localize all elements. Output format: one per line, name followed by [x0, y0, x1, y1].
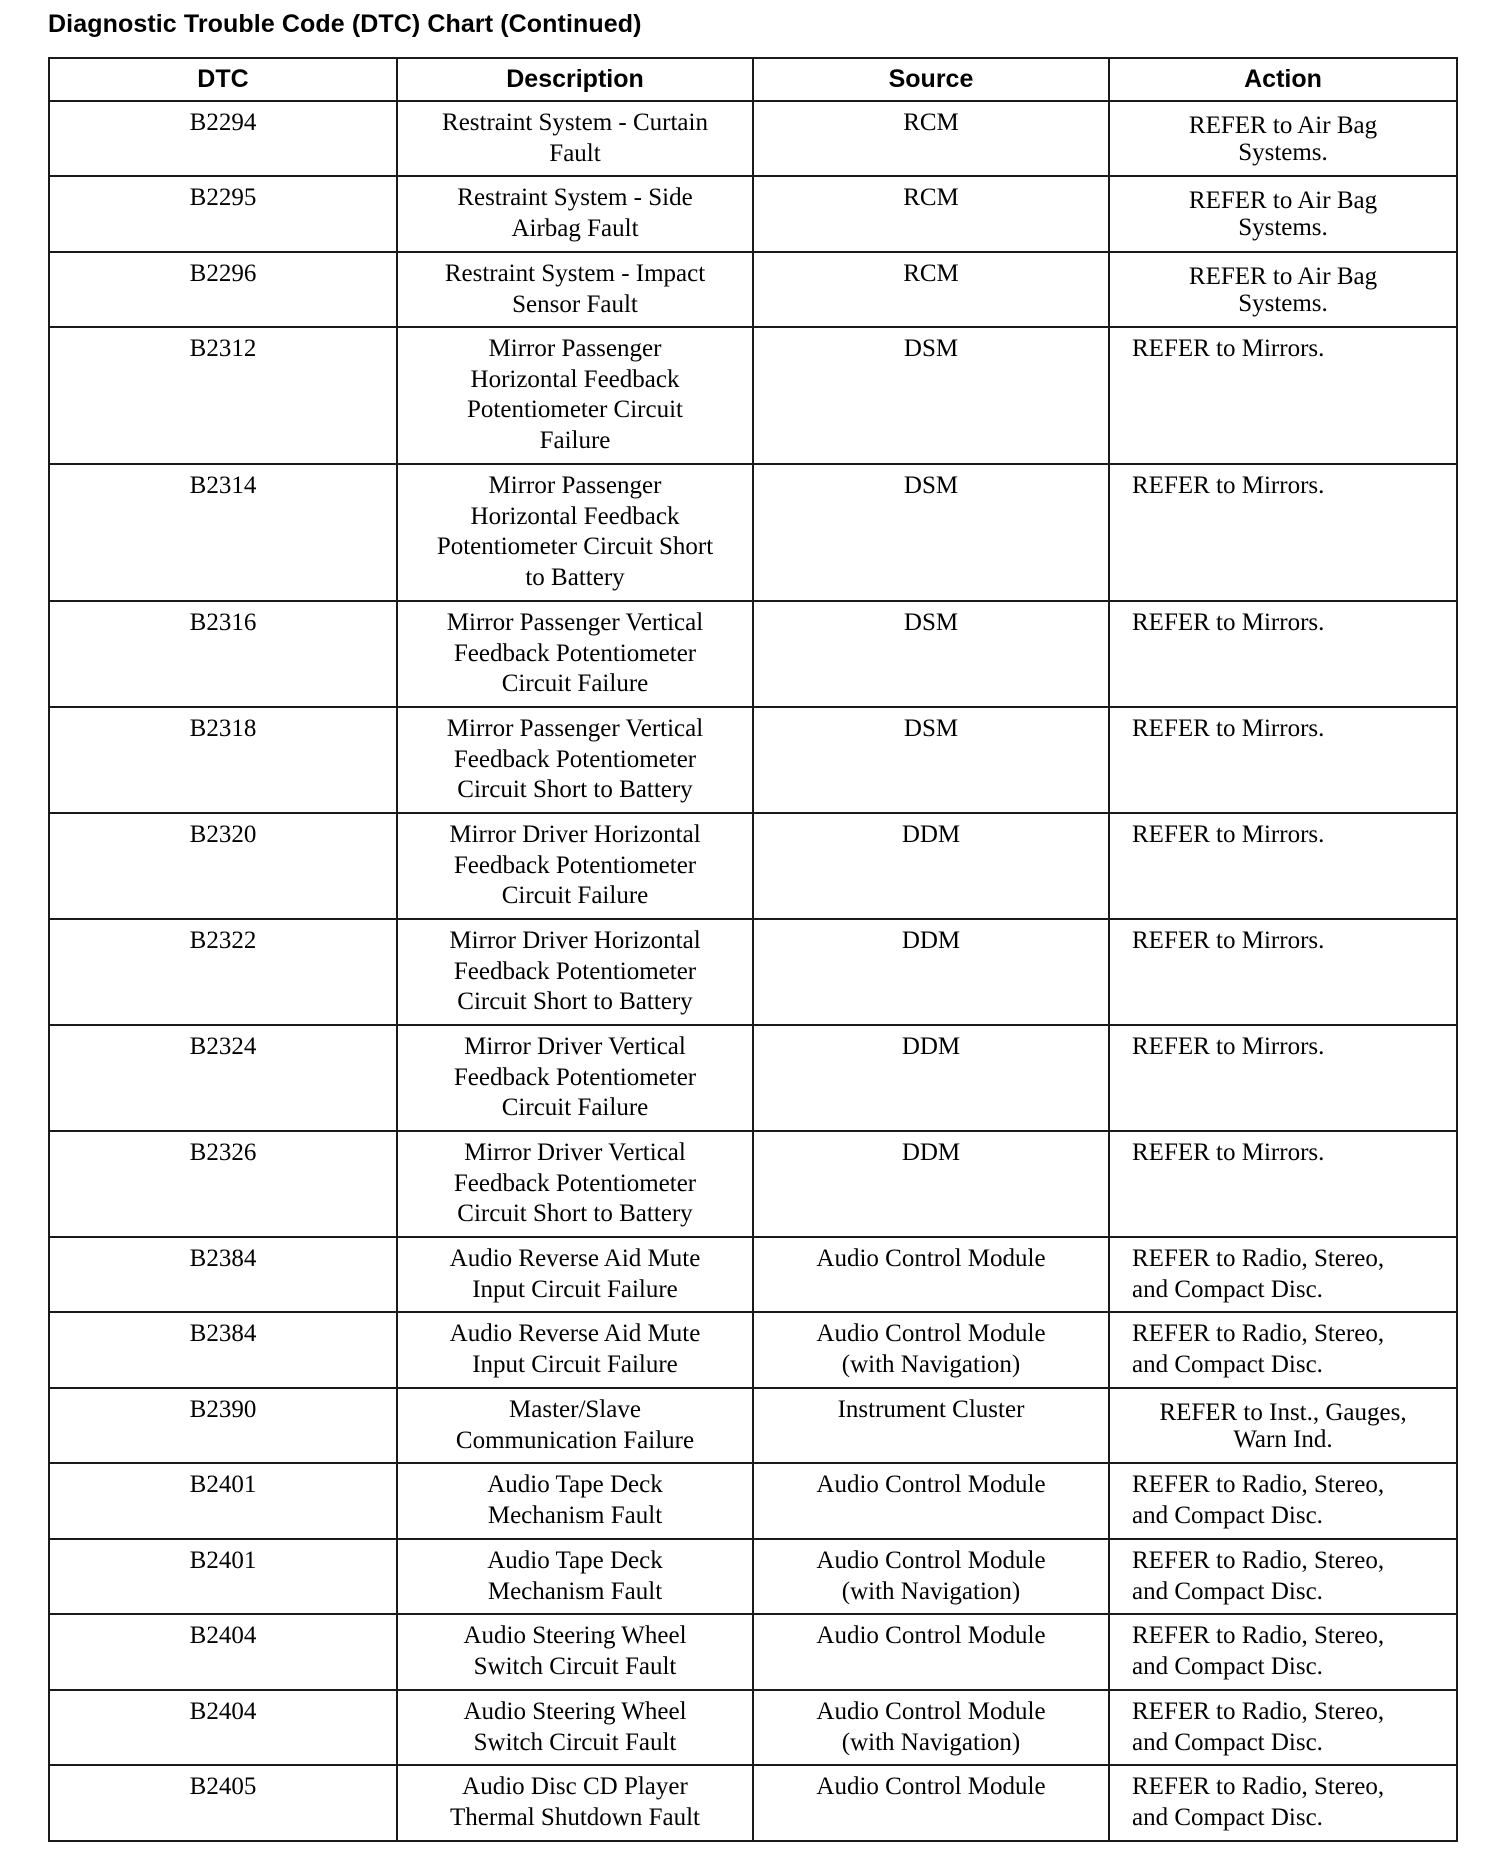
column-header-description: Description [397, 58, 753, 101]
action-cell [1109, 176, 1457, 252]
description-cell [397, 1463, 753, 1539]
table-row [49, 1690, 1457, 1765]
description-cell-line: Restraint System - Curtain [442, 109, 708, 136]
table-row [49, 1312, 1457, 1388]
description-cell-line: Feedback Potentiometer [453, 639, 697, 667]
description-cell [397, 101, 753, 176]
description-cell-line: Input Circuit Failure [472, 1350, 678, 1378]
action-cell [1109, 101, 1457, 176]
source-cell-line: DDM [901, 1033, 961, 1060]
description-cell-line: Feedback Potentiometer [453, 851, 697, 879]
table-row [49, 1539, 1457, 1614]
action-cell-line: Warn Ind. [1233, 1426, 1333, 1453]
action-cell-line: REFER to Mirrors. [1132, 1139, 1325, 1166]
description-cell [397, 464, 753, 601]
table-row [49, 1131, 1457, 1237]
dtc-code-cell: B2314 [49, 464, 397, 601]
action-cell-line: REFER to Mirrors. [1132, 335, 1325, 362]
dtc-code-cell: B2401 [49, 1539, 397, 1614]
dtc-code-cell: B2295 [49, 176, 397, 252]
dtc-code-cell: B2316 [49, 601, 397, 707]
source-cell-line: Audio Control Module [816, 1547, 1046, 1574]
source-cell [753, 919, 1109, 1025]
description-cell-line: Audio Reverse Aid Mute [449, 1245, 701, 1272]
dtc-code-cell: B2405 [49, 1765, 397, 1841]
description-cell [397, 1388, 753, 1463]
description-cell-line: Mirror Driver Vertical [464, 1139, 686, 1166]
action-cell-line: REFER to Radio, Stereo, [1132, 1245, 1385, 1272]
description-cell [397, 601, 753, 707]
description-cell-line: Switch Circuit Fault [473, 1652, 677, 1680]
action-cell-line: Systems. [1238, 214, 1328, 241]
description-cell-line: Feedback Potentiometer [453, 1063, 697, 1091]
table-row [49, 176, 1457, 252]
action-cell-line: REFER to Mirrors. [1132, 472, 1325, 499]
table-row [49, 464, 1457, 601]
description-cell-line: Mirror Driver Horizontal [449, 927, 701, 954]
table-header [49, 58, 1457, 101]
table-row [49, 1237, 1457, 1312]
dtc-code-cell: B2326 [49, 1131, 397, 1237]
description-cell-line: Mechanism Fault [487, 1577, 663, 1605]
action-cell [1109, 1388, 1457, 1463]
action-cell-line: REFER to Radio, Stereo, [1132, 1547, 1385, 1574]
source-cell [753, 1614, 1109, 1690]
action-cell-line: REFER to Inst., Gauges, [1159, 1399, 1407, 1426]
description-cell [397, 1765, 753, 1841]
column-header-source: Source [753, 58, 1109, 101]
description-cell-line: Restraint System - Side [457, 184, 693, 211]
action-cell [1109, 707, 1457, 813]
action-cell [1109, 1312, 1457, 1388]
dtc-code-cell: B2401 [49, 1463, 397, 1539]
description-cell-line: Mirror Passenger Vertical [446, 715, 704, 742]
description-cell-line: Restraint System - Impact [444, 260, 706, 287]
source-cell-line: (with Navigation) [841, 1728, 1021, 1756]
action-cell [1109, 919, 1457, 1025]
column-header-dtc: DTC [49, 58, 397, 101]
description-cell-line: Thermal Shutdown Fault [450, 1803, 700, 1831]
description-cell [397, 327, 753, 464]
action-cell-line: REFER to Air Bag [1188, 263, 1378, 290]
description-cell-line: Feedback Potentiometer [453, 1169, 697, 1197]
dtc-code-cell: B2312 [49, 327, 397, 464]
source-cell [753, 1025, 1109, 1131]
table-body [49, 101, 1457, 1841]
dtc-code-cell: B2404 [49, 1614, 397, 1690]
action-cell [1109, 464, 1457, 601]
description-cell-line: Communication Failure [455, 1426, 695, 1454]
source-cell-line: Audio Control Module [816, 1698, 1046, 1725]
description-cell [397, 252, 753, 327]
table-row [49, 919, 1457, 1025]
description-cell-line: Circuit Failure [501, 1094, 649, 1121]
description-cell [397, 1025, 753, 1131]
source-cell-line: Audio Control Module [816, 1773, 1046, 1800]
action-cell-line: and Compact Disc. [1132, 1350, 1323, 1378]
dtc-code-cell: B2384 [49, 1237, 397, 1312]
dtc-code-cell: B2294 [49, 101, 397, 176]
source-cell [753, 1312, 1109, 1388]
description-cell-line: Audio Reverse Aid Mute [449, 1320, 701, 1347]
table-row [49, 1765, 1457, 1841]
header-row [49, 58, 1457, 101]
description-cell-line: Mirror Passenger [488, 335, 662, 362]
table-row [49, 1388, 1457, 1463]
table-row [49, 707, 1457, 813]
source-cell-line: DDM [901, 821, 961, 848]
description-cell-line: to Battery [525, 563, 625, 591]
action-cell [1109, 1463, 1457, 1539]
source-cell [753, 1388, 1109, 1463]
source-cell [753, 101, 1109, 176]
description-cell-line: Airbag Fault [511, 214, 639, 242]
dtc-code-cell: B2318 [49, 707, 397, 813]
description-cell-line: Mechanism Fault [487, 1501, 663, 1529]
action-cell [1109, 252, 1457, 327]
description-cell [397, 1690, 753, 1765]
description-cell-line: Mirror Driver Vertical [464, 1033, 686, 1060]
table-row [49, 1614, 1457, 1690]
action-cell [1109, 1765, 1457, 1841]
description-cell [397, 813, 753, 919]
action-cell-line: REFER to Mirrors. [1132, 821, 1325, 848]
description-cell-line: Fault [549, 139, 601, 167]
description-cell-line: Audio Steering Wheel [463, 1698, 687, 1725]
description-cell-line: Circuit Short to Battery [457, 988, 693, 1015]
description-cell-line: Circuit Failure [501, 882, 649, 909]
description-cell-line: Audio Steering Wheel [463, 1622, 687, 1649]
column-header-action: Action [1109, 58, 1457, 101]
action-cell-line: REFER to Radio, Stereo, [1132, 1471, 1385, 1498]
action-cell-line: REFER to Mirrors. [1132, 927, 1325, 954]
source-cell-line: RCM [903, 109, 959, 136]
description-cell [397, 176, 753, 252]
table-row [49, 601, 1457, 707]
source-cell [753, 252, 1109, 327]
dtc-code-cell: B2322 [49, 919, 397, 1025]
description-cell-line: Failure [539, 426, 611, 454]
source-cell [753, 1463, 1109, 1539]
description-cell [397, 707, 753, 813]
description-cell-line: Horizontal Feedback [470, 502, 680, 530]
table-row [49, 327, 1457, 464]
action-cell-line: REFER to Air Bag [1188, 187, 1378, 214]
description-cell [397, 1614, 753, 1690]
source-cell [753, 707, 1109, 813]
action-cell [1109, 1614, 1457, 1690]
action-cell-line: REFER to Radio, Stereo, [1132, 1320, 1385, 1347]
action-cell [1109, 327, 1457, 464]
action-cell [1109, 1237, 1457, 1312]
description-cell-line: Mirror Driver Horizontal [449, 821, 701, 848]
action-cell-line: REFER to Radio, Stereo, [1132, 1622, 1385, 1649]
source-cell [753, 327, 1109, 464]
description-cell-line: Horizontal Feedback [470, 365, 680, 393]
description-cell-line: Feedback Potentiometer [453, 957, 697, 985]
source-cell [753, 1539, 1109, 1614]
action-cell-line: Systems. [1238, 290, 1328, 317]
description-cell [397, 1312, 753, 1388]
table-row [49, 101, 1457, 176]
description-cell-line: Circuit Failure [501, 670, 649, 697]
source-cell [753, 1237, 1109, 1312]
source-cell-line: Instrument Cluster [837, 1396, 1025, 1423]
description-cell-line: Audio Disc CD Player [462, 1773, 688, 1800]
action-cell-line: REFER to Mirrors. [1132, 715, 1325, 742]
source-cell-line: RCM [903, 184, 959, 211]
action-cell-line: REFER to Radio, Stereo, [1132, 1773, 1385, 1800]
source-cell-line: Audio Control Module [816, 1471, 1046, 1498]
dtc-chart-table [48, 57, 1458, 1842]
action-cell-line: and Compact Disc. [1132, 1728, 1323, 1756]
action-cell-line: REFER to Radio, Stereo, [1132, 1698, 1385, 1725]
description-cell-line: Circuit Short to Battery [457, 1200, 693, 1227]
description-cell [397, 919, 753, 1025]
action-cell-line: REFER to Mirrors. [1132, 609, 1325, 636]
table-row [49, 1025, 1457, 1131]
description-cell-line: Input Circuit Failure [472, 1275, 678, 1303]
source-cell [753, 1131, 1109, 1237]
source-cell-line: Audio Control Module [816, 1320, 1046, 1347]
description-cell-line: Mirror Passenger Vertical [446, 609, 704, 636]
action-cell-line: and Compact Disc. [1132, 1803, 1323, 1831]
source-cell-line: RCM [903, 260, 959, 287]
action-cell [1109, 601, 1457, 707]
action-cell-line: REFER to Mirrors. [1132, 1033, 1325, 1060]
description-cell-line: Audio Tape Deck [487, 1547, 663, 1574]
action-cell [1109, 1025, 1457, 1131]
description-cell [397, 1539, 753, 1614]
source-cell [753, 1765, 1109, 1841]
table-row [49, 813, 1457, 919]
description-cell-line: Circuit Short to Battery [457, 776, 693, 803]
source-cell [753, 813, 1109, 919]
source-cell-line: DSM [903, 472, 959, 499]
dtc-code-cell: B2390 [49, 1388, 397, 1463]
description-cell [397, 1131, 753, 1237]
action-cell [1109, 813, 1457, 919]
source-cell-line: DSM [903, 609, 959, 636]
source-cell [753, 601, 1109, 707]
action-cell [1109, 1690, 1457, 1765]
action-cell-line: and Compact Disc. [1132, 1577, 1323, 1605]
source-cell-line: DSM [903, 335, 959, 362]
source-cell-line: (with Navigation) [841, 1577, 1021, 1605]
dtc-code-cell: B2324 [49, 1025, 397, 1131]
action-cell-line: Systems. [1238, 139, 1328, 166]
source-cell-line: Audio Control Module [816, 1622, 1046, 1649]
source-cell-line: DSM [903, 715, 959, 742]
description-cell-line: Master/Slave [509, 1396, 641, 1423]
dtc-code-cell: B2296 [49, 252, 397, 327]
action-cell [1109, 1539, 1457, 1614]
source-cell-line: DDM [901, 927, 961, 954]
table-row [49, 1463, 1457, 1539]
description-cell-line: Audio Tape Deck [487, 1471, 663, 1498]
action-cell-line: REFER to Air Bag [1188, 112, 1378, 139]
description-cell-line: Mirror Passenger [488, 472, 662, 499]
dtc-code-cell: B2404 [49, 1690, 397, 1765]
action-cell [1109, 1131, 1457, 1237]
description-cell-line: Switch Circuit Fault [473, 1728, 677, 1756]
description-cell-line: Feedback Potentiometer [453, 745, 697, 773]
source-cell [753, 176, 1109, 252]
source-cell-line: DDM [901, 1139, 961, 1166]
page-title: Diagnostic Trouble Code (DTC) Chart (Continued) [48, 10, 642, 38]
action-cell-line: and Compact Disc. [1132, 1652, 1323, 1680]
description-cell-line: Sensor Fault [512, 290, 638, 318]
action-cell-line: and Compact Disc. [1132, 1501, 1323, 1529]
source-cell-line: (with Navigation) [841, 1350, 1021, 1378]
action-cell-line: and Compact Disc. [1132, 1275, 1323, 1303]
source-cell [753, 464, 1109, 601]
dtc-code-cell: B2384 [49, 1312, 397, 1388]
description-cell-line: Potentiometer Circuit [467, 396, 683, 423]
table-row [49, 252, 1457, 327]
description-cell-line: Potentiometer Circuit Short [436, 533, 714, 560]
source-cell-line: Audio Control Module [816, 1245, 1046, 1272]
source-cell [753, 1690, 1109, 1765]
dtc-code-cell: B2320 [49, 813, 397, 919]
description-cell [397, 1237, 753, 1312]
